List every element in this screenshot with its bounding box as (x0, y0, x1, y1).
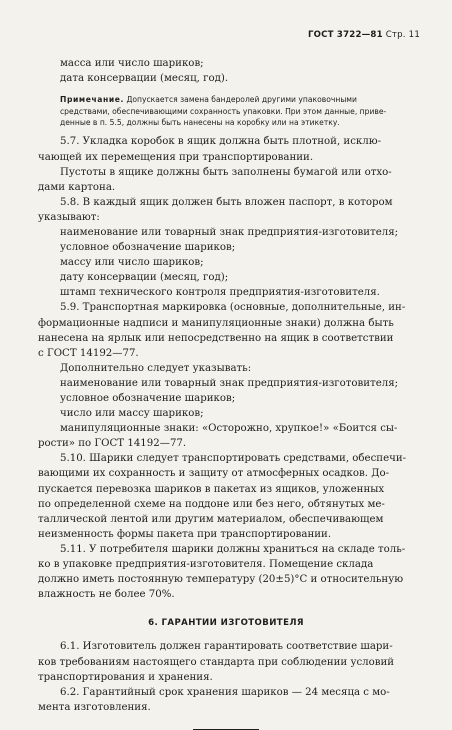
text-line: чающей их перемещения при транспортировании. (38, 151, 314, 163)
text-line: 5.10. Шарики следует транспортировать средствами, обеспечи- (60, 453, 407, 465)
text-line: таллической лентой или другим материалом, обеспечивающем (38, 513, 384, 525)
paragraph-6-1 (38, 639, 414, 684)
paragraph-5-7 (38, 134, 414, 164)
list-5-8 (38, 225, 414, 300)
list-item: условное обозначение шариков; (60, 393, 236, 404)
text-line: 5.11. У потребителя шарики должны храниться на складе толь- (60, 543, 406, 555)
text-line: транспортирования и хранения. (38, 671, 213, 683)
text-line: вающими их сохранность и защиту от атмосферных осадков. До- (38, 468, 390, 480)
text-line: дами картона. (38, 181, 116, 193)
text-line: 6.2. Гарантийный срок хранения шариков — 24 месяца с мо- (60, 686, 390, 698)
list-additional (38, 376, 414, 436)
text-line: ко в упаковке предприятия-изготовителя. Помещение склада (38, 559, 374, 571)
list-item: число или массу шариков; (60, 408, 204, 420)
list-item: штамп технического контроля предприятия-изготовителя. (60, 287, 380, 299)
text-line: Пустоты в ящике должны быть заполнены бумагой или отхо- (60, 166, 392, 178)
note-line: денные в п. 5.5, должны быть нанесены на коробку или на этикетку. (60, 118, 340, 127)
list-item: наименование или товарный знак предприятия-изготовителя; (60, 377, 399, 389)
list-additional-cont (38, 436, 414, 451)
paragraph-5-9 (38, 300, 414, 360)
text-line: влажность не более 70%. (38, 589, 175, 601)
list-item: условное обозначение шариков; (60, 242, 236, 254)
standard-number: ГОСТ 3722—81 (307, 30, 383, 40)
text-line: формационные надписи и манипуляционные знаки) должна быть (38, 317, 394, 329)
note-line: средствами, обеспечивающими сохранность упаковки. При этом данные, приве- (60, 106, 387, 116)
list-item: манипуляционные знаки: «Осторожно, хрупкое!» «Боится сы- (60, 423, 398, 435)
list-item: массу или число шариков; (60, 257, 204, 269)
list-item: рости» по ГОСТ 14192—77. (38, 438, 187, 450)
intro-line: дата консервации (месяц, год). (60, 73, 229, 85)
paragraph-6-2 (38, 685, 414, 715)
text-line: 5.9. Транспортная маркировка (основные, дополнительные, ин- (60, 302, 406, 314)
page-number: Стр. 11 (385, 30, 420, 40)
text-line: указывают: (38, 211, 100, 223)
text-line: нанесена на ярлык или непосредственно на ящик в соответствии (38, 332, 394, 344)
intro-list (38, 56, 414, 86)
text-line: Дополнительно следует указывать: (60, 362, 252, 374)
paragraph-5-10 (38, 451, 414, 542)
text-line: 5.8. В каждый ящик должен быть вложен паспорт, в котором (60, 196, 393, 208)
list-item: дату консервации (месяц, год); (60, 272, 229, 284)
text-line: пускается перевозка шариков в пакетах из ящиков, уложенных (38, 483, 385, 495)
paragraph-additional (38, 361, 414, 376)
text-line: должно иметь постоянную температуру (20±5)°С и относительную (38, 574, 404, 586)
text-line: неизменность формы пакета при транспортировании. (38, 528, 332, 540)
text-line: ков требованиям настоящего стандарта при соблюдении условий (38, 656, 395, 668)
text-line: с ГОСТ 14192—77. (38, 347, 139, 359)
note-line: Допускается замена бандеролей другими упаковочными (126, 95, 357, 105)
paragraph-voids (38, 165, 414, 195)
document-body (38, 56, 414, 730)
text-line: по определенной схеме на поддоне или без него, обтянутых ме- (38, 498, 385, 510)
section-6-title: 6. ГАРАНТИИ ИЗГОТОВИТЕЛЯ (148, 618, 304, 629)
note-label: Примечание. (60, 95, 125, 105)
paragraph-5-8 (38, 195, 414, 225)
list-item: наименование или товарный знак предприятия-изготовителя; (60, 226, 399, 238)
page-header (308, 30, 420, 40)
note-block (38, 94, 414, 128)
intro-line: масса или число шариков; (60, 58, 204, 69)
text-line: 6.1. Изготовитель должен гарантировать соответствие шари- (60, 641, 393, 653)
text-line: мента изготовления. (38, 701, 151, 713)
paragraph-5-11 (38, 542, 414, 602)
text-line: 5.7. Укладка коробок в ящик должна быть плотной, исклю- (60, 136, 382, 148)
